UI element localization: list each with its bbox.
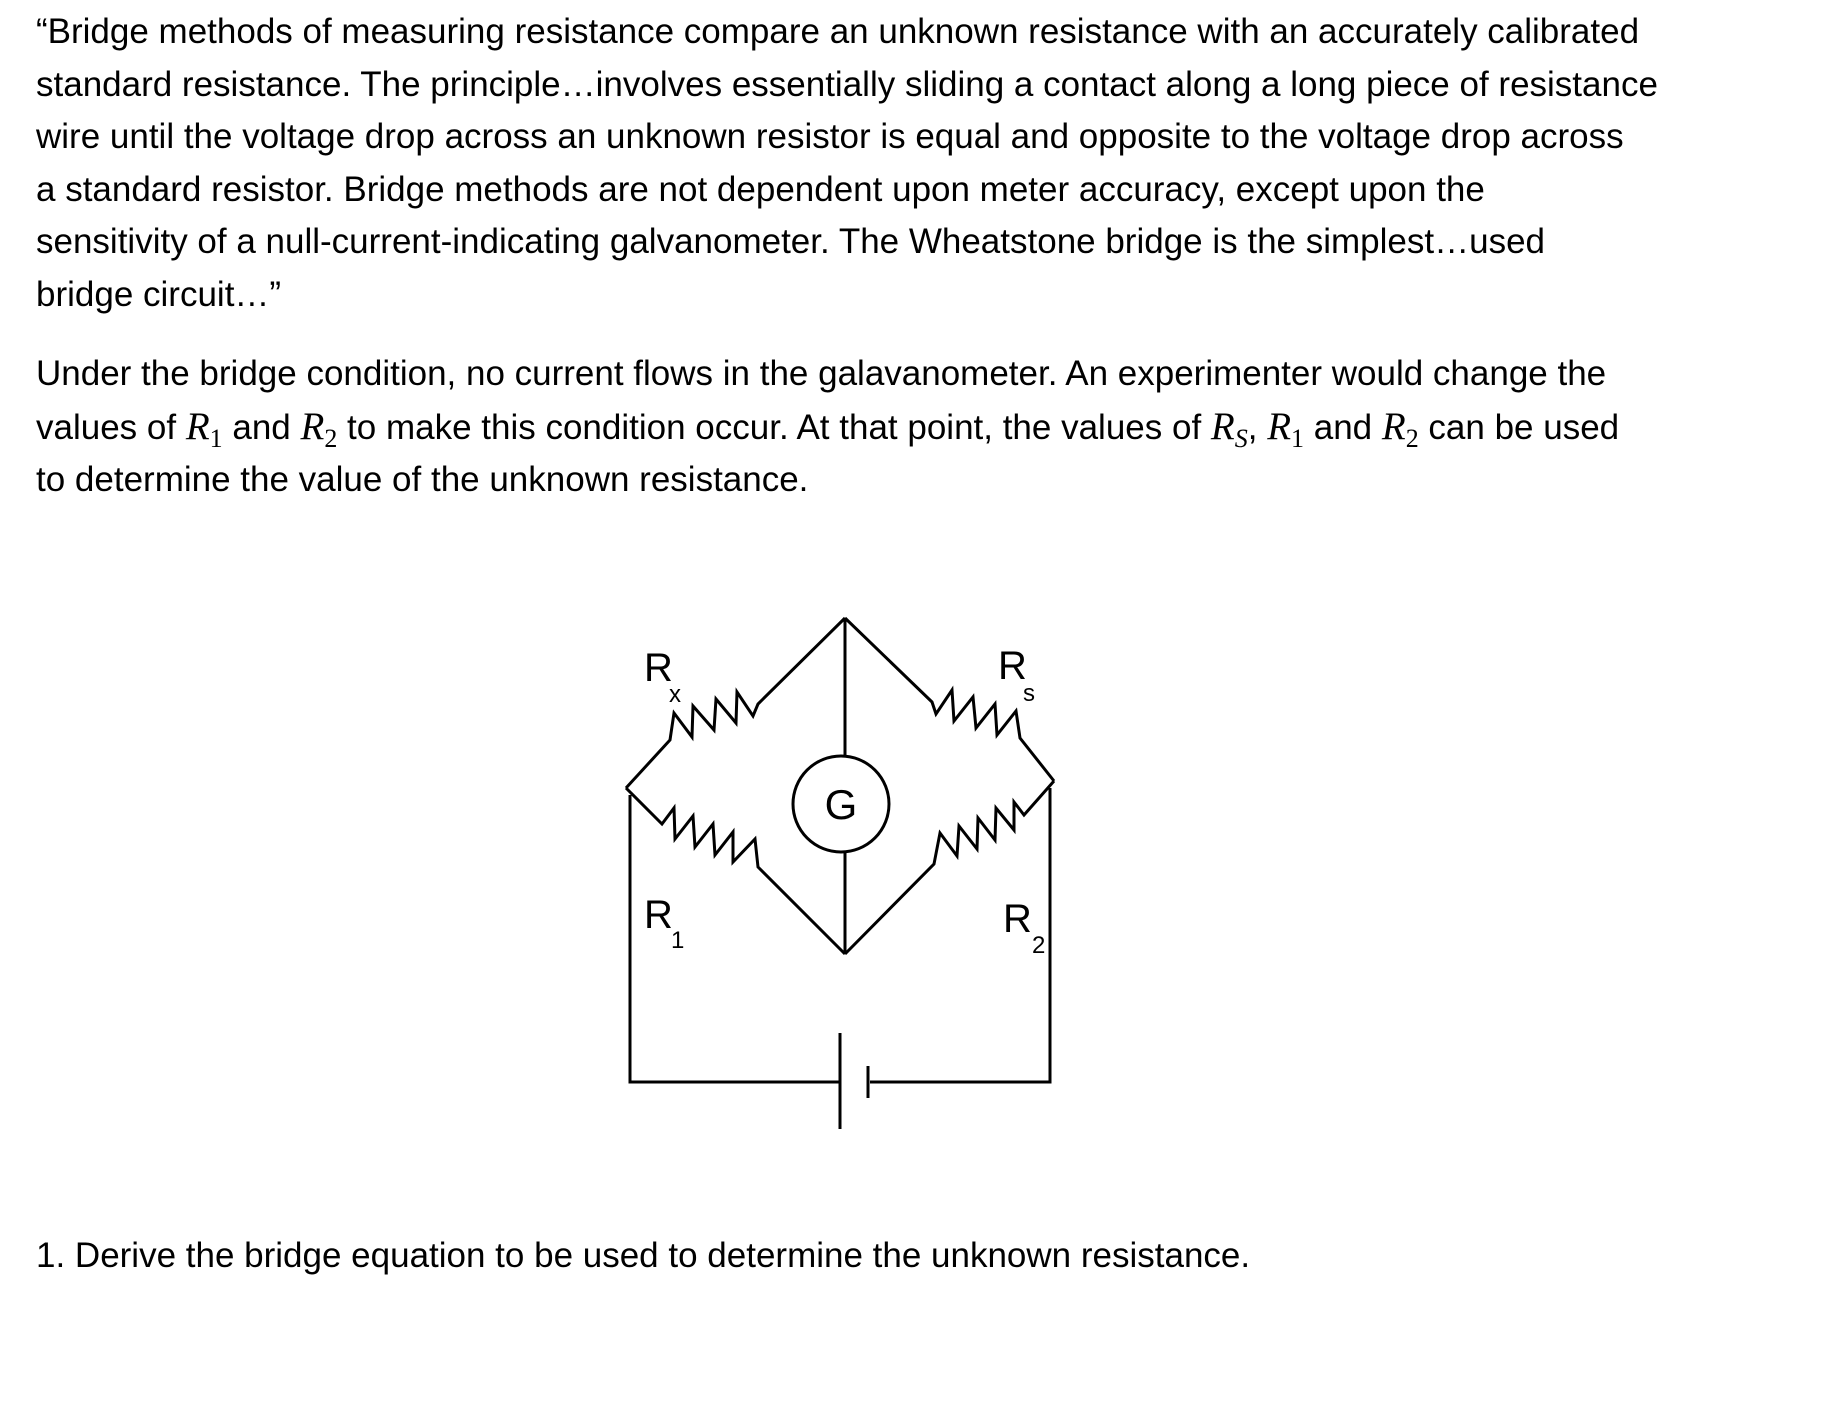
math-sub: 1	[1291, 423, 1305, 453]
quote-line: bridge circuit…”	[36, 274, 282, 314]
bridge-condition-paragraph	[36, 348, 1736, 507]
math-var: R	[1210, 404, 1235, 448]
math-r1	[185, 404, 223, 453]
math-var: R	[1381, 404, 1406, 448]
math-rs	[1210, 404, 1248, 453]
r1-subscript: 1	[671, 927, 685, 954]
bridge-line-2	[36, 401, 1736, 455]
wheatstone-bridge-diagram	[600, 590, 1080, 1250]
rx-label: R	[644, 646, 673, 690]
quote-line: sensitivity of a null-current-indicating galvanometer. The Wheatstone bridge is the simplest…used	[36, 222, 1545, 261]
r2-label: R	[1003, 897, 1032, 941]
bridge-line-3: to determine the value of the unknown resistance.	[36, 460, 809, 499]
math-r2	[1381, 404, 1419, 453]
text-fragment: can be used	[1418, 407, 1620, 447]
math-var: R	[185, 404, 210, 448]
math-sub: S	[1234, 423, 1248, 453]
quote-line: standard resistance. The principle…involves essentially sliding a contact along a long piece of resistance	[36, 64, 1658, 104]
r2-subscript: 2	[1032, 932, 1046, 959]
rx-subscript: x	[669, 681, 681, 708]
quote-paragraph	[36, 6, 1736, 321]
math-r2	[300, 404, 338, 453]
r1-label: R	[644, 893, 673, 937]
math-sub: 2	[324, 423, 338, 453]
question-1: 1. Derive the bridge equation to be used to determine the unknown resistance.	[36, 1236, 1251, 1275]
math-var: R	[300, 404, 325, 448]
text-fragment: to make this condition occur. At that point, the values of	[337, 407, 1211, 447]
text-fragment: ,	[1247, 407, 1268, 447]
bridge-line-1: Under the bridge condition, no current flows in the galavanometer. An experimenter would change the	[36, 354, 1607, 393]
quote-line: “Bridge methods of measuring resistance compare an unknown resistance with an accurately calibrated	[36, 12, 1640, 51]
quote-line: wire until the voltage drop across an unknown resistor is equal and opposite to the voltage drop across	[36, 117, 1624, 156]
math-var: R	[1267, 404, 1292, 448]
rs-subscript: s	[1023, 680, 1035, 707]
math-r1	[1267, 404, 1305, 453]
quote-line: a standard resistor. Bridge methods are not dependent upon meter accuracy, except upon the	[36, 169, 1485, 209]
galvanometer-label: G	[824, 781, 858, 828]
document-page	[36, 6, 1736, 507]
math-sub: 1	[209, 423, 223, 453]
text-fragment: values of	[36, 407, 186, 447]
rs-label: R	[998, 644, 1027, 688]
text-fragment: and	[1304, 407, 1382, 447]
rx-resistor	[626, 618, 845, 788]
text-fragment: and	[222, 407, 301, 447]
math-sub: 2	[1405, 423, 1419, 453]
